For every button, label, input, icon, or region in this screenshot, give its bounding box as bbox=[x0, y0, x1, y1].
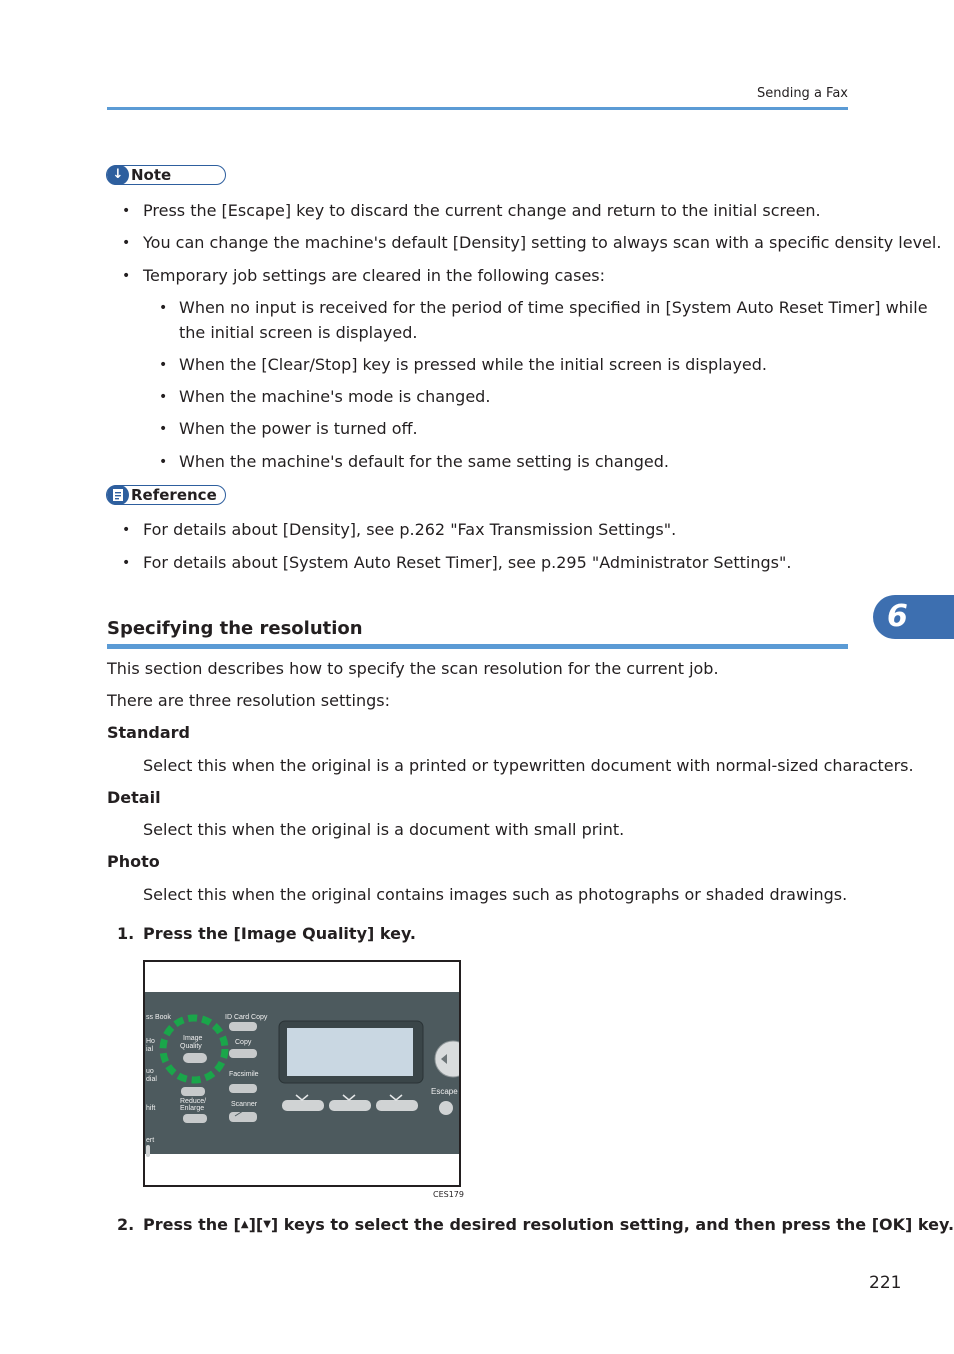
step-text bbox=[143, 1214, 954, 1236]
bullet-dot: • bbox=[159, 300, 168, 316]
label-ho: Ho bbox=[146, 1038, 155, 1045]
setting-term: Photo bbox=[107, 852, 160, 871]
step-text-mid: ][ bbox=[248, 1215, 264, 1234]
label-reduce-1: Reduce/ bbox=[180, 1098, 207, 1105]
label-scanner: Scanner bbox=[231, 1101, 258, 1108]
note-badge bbox=[106, 165, 226, 185]
note-subitem: the initial screen is displayed. bbox=[179, 323, 418, 342]
setting-desc: Select this when the original contains images such as photographs or shaded drawings. bbox=[143, 885, 848, 904]
page-number: 221 bbox=[869, 1273, 902, 1293]
reference-badge bbox=[106, 485, 226, 505]
label-facsimile: Facsimile bbox=[229, 1071, 259, 1078]
label-address-book: ss Book bbox=[146, 1014, 171, 1021]
book-icon bbox=[107, 485, 129, 505]
bullet-dot: • bbox=[122, 268, 131, 284]
bullet-dot: • bbox=[159, 357, 168, 373]
label-insert: ert bbox=[146, 1137, 155, 1144]
note-subitem: When the machine's default for the same setting is changed. bbox=[179, 452, 669, 471]
down-arrow-icon: ▼ bbox=[263, 1219, 271, 1230]
bullet-dot: • bbox=[159, 454, 168, 470]
reference-item: For details about [System Auto Reset Timer], see p.295 "Administrator Settings". bbox=[143, 553, 792, 572]
label-id-card-copy: ID Card Copy bbox=[225, 1014, 268, 1021]
down-arrow-icon: ↓ bbox=[107, 165, 129, 185]
section-title: Specifying the resolution bbox=[107, 618, 363, 639]
bullet-dot: • bbox=[122, 235, 131, 251]
note-subitem: When the machine's mode is changed. bbox=[179, 387, 491, 406]
setting-term: Standard bbox=[107, 723, 190, 742]
note-item: Temporary job settings are cleared in the following cases: bbox=[143, 266, 606, 285]
label-shift: hift bbox=[146, 1105, 156, 1112]
control-panel-illustration bbox=[145, 962, 459, 1185]
control-panel-figure bbox=[143, 960, 461, 1187]
note-item: Press the [Escape] key to discard the current change and return to the initial screen. bbox=[143, 201, 821, 220]
step-number: 1. bbox=[117, 924, 135, 943]
bullet-dot: • bbox=[159, 389, 168, 405]
label-dial: dial bbox=[146, 1076, 157, 1083]
step-number: 2. bbox=[117, 1215, 135, 1234]
section-intro: This section describes how to specify the scan resolution for the current job. bbox=[107, 659, 719, 678]
reference-label: Reference bbox=[131, 486, 217, 504]
setting-desc: Select this when the original is a document with small print. bbox=[143, 820, 625, 839]
note-label: Note bbox=[131, 166, 172, 184]
section-intro: There are three resolution settings: bbox=[107, 691, 390, 710]
chapter-tab bbox=[873, 595, 954, 639]
bullet-dot: • bbox=[159, 421, 168, 437]
header-rule bbox=[107, 107, 848, 110]
label-copy: Copy bbox=[235, 1039, 252, 1046]
bullet-dot: • bbox=[122, 203, 131, 219]
reference-item: For details about [Density], see p.262 "Fax Transmission Settings". bbox=[143, 520, 677, 539]
label-uo: uo bbox=[146, 1068, 154, 1075]
bullet-dot: • bbox=[122, 522, 131, 538]
figure-caption: CES179 bbox=[433, 1190, 464, 1199]
running-header: Sending a Fax bbox=[756, 86, 848, 101]
note-subitem: When the [Clear/Stop] key is pressed while the initial screen is displayed. bbox=[179, 355, 768, 374]
setting-term: Detail bbox=[107, 788, 161, 807]
setting-desc: Select this when the original is a printed or typewritten document with normal-sized characters. bbox=[143, 756, 914, 775]
note-item: You can change the machine's default [Density] setting to always scan with a specific density level. bbox=[143, 233, 942, 252]
section-rule bbox=[107, 644, 848, 649]
label-reduce-2: Enlarge bbox=[180, 1105, 205, 1112]
note-subitem: When no input is received for the period of time specified in [System Auto Reset Timer] while bbox=[179, 298, 928, 317]
chapter-number: 6 bbox=[887, 599, 908, 634]
label-image-quality-1: Image bbox=[183, 1035, 203, 1042]
note-subitem: When the power is turned off. bbox=[179, 419, 418, 438]
step-text-pre: Press the [ bbox=[143, 1215, 241, 1234]
step-text-post: ] keys to select the desired resolution setting, and then press the [OK] key. bbox=[270, 1215, 954, 1234]
label-ial: ial bbox=[146, 1046, 154, 1053]
up-arrow-icon: ▲ bbox=[240, 1219, 249, 1230]
label-escape: Escape bbox=[431, 1087, 458, 1096]
label-image-quality-2: Quality bbox=[180, 1043, 202, 1050]
bullet-dot: • bbox=[122, 555, 131, 571]
step-text: Press the [Image Quality] key. bbox=[143, 924, 416, 943]
